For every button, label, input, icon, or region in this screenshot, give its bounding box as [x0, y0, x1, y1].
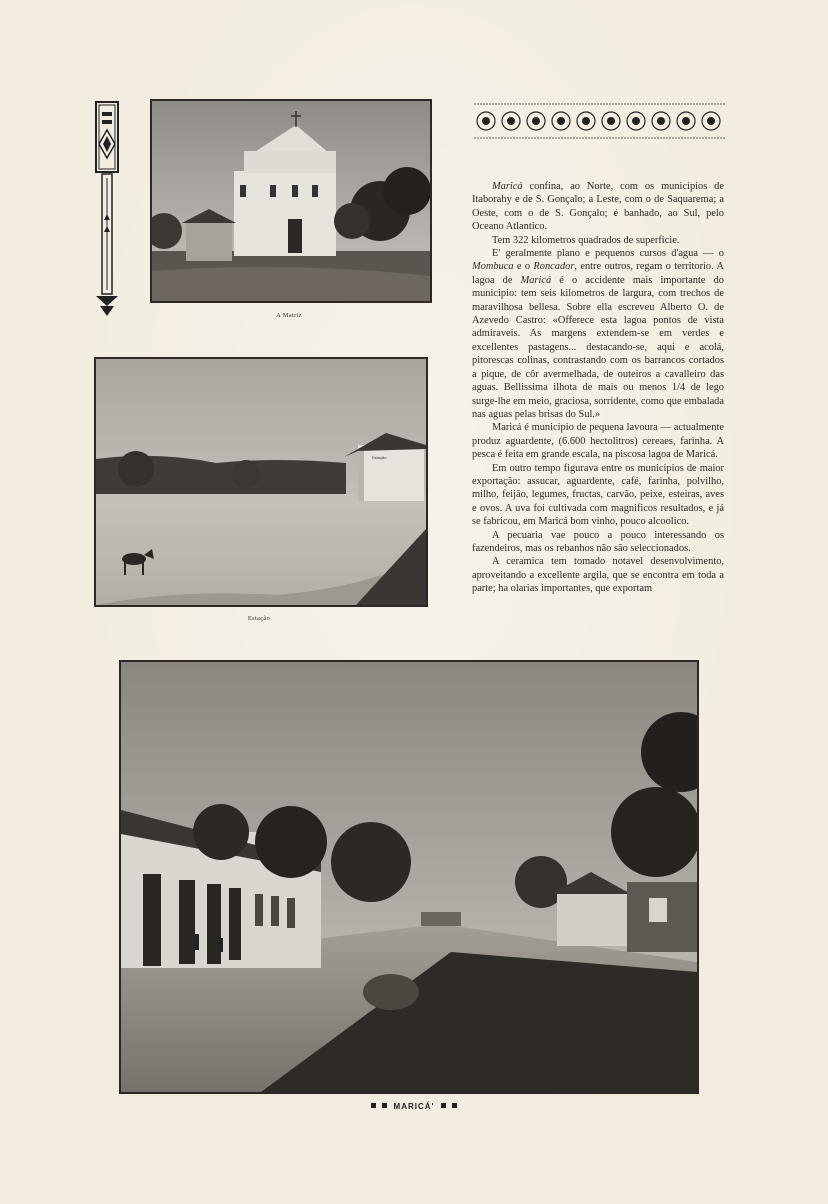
paragraph-text: Em outro tempo figurava entre os municipios de maior exportação: assucar, aguardente, café, farinha, polvilho, milho, feijão, legumes, fructas, carvão, peixe, esteiras, aves e ovos. A uva foi cultivada com magnificos resultados, e já se fabricou, em Maricá bom vinho, pouco alcoolico. [472, 462, 724, 528]
station-sign: Estação [372, 455, 387, 460]
footer-caption-text: MARICÁ' [393, 1102, 435, 1111]
vertical-ornament [94, 100, 120, 320]
paragraph-text: , entre outros, regam o territorio. A lagoa de [472, 261, 724, 286]
article-paragraph [472, 180, 724, 234]
italic-term: Mombuca [472, 261, 514, 273]
paragraph-text: E' geralmente plano e pequenos cursos d'agua — o [492, 248, 724, 260]
square-bullet-icon [382, 1103, 387, 1108]
article-paragraph [472, 555, 724, 595]
italic-term: Maricá [520, 274, 552, 286]
photo-estacao [94, 357, 428, 607]
caption-matriz: A Matriz [276, 312, 302, 319]
photo-matriz [150, 99, 432, 303]
article-paragraph [472, 247, 724, 421]
paragraph-text: e o [513, 261, 534, 273]
paragraph-text: Maricá é municipio de pequena lavoura — actualmente produz aguardente, (6.600 hectolitros) cereaes, farinha. A pesca é feita em grande escala, na piscosa lagoa de Maricá. [472, 422, 724, 461]
caption-estacao: Estação [247, 615, 271, 622]
square-bullet-icon [441, 1103, 446, 1108]
paragraph-text: é o accidente mais importante do municipio: tem seis kilometros de largura, com trechos de maravilhosa bellesa. Sobre ella escreveu Alberto O. de Azevedo Castro: «Offerece esta lagoa pontos de vista admiraveis. As margens extendem-se em verdes e excellentes pastagens... destacando-se, aqui e acolá, pitorescas colinas, contrastando com os barrancos cortados a pique, de côr avermelhada, de outeiros a cavalleiro das aguas. Bellissima ilhota de mais ou menos 1/4 de lego surge-lhe em meio, graciosa, sorridente, como que embalada nas aguas pelas brisas do Sul.» [472, 274, 724, 420]
square-bullet-icon [452, 1103, 457, 1108]
article-text [472, 180, 724, 596]
article-paragraph [472, 529, 724, 556]
paragraph-text: A ceramica tem tomado notavel desenvolvimento, aproveitando a excellente argila, que se encontra em toda a parte; ha olarias importantes, que exportam [472, 556, 724, 595]
floral-border-ornament [474, 102, 726, 140]
paragraph-text: confina, ao Norte, com os municipios de Itaborahy e de S. Gonçalo; a Leste, com o de Saquarema; a Oeste, com o de S. Gonçalo; é banhado, ao Sul, pelo Oceano Atlantico. [472, 181, 724, 233]
paragraph-text: Tem 322 kilometros quadrados de superficie. [492, 234, 680, 246]
article-paragraph [472, 421, 724, 461]
italic-term: Maricá [492, 181, 523, 192]
footer-caption-marica [0, 1102, 828, 1111]
square-bullet-icon [371, 1103, 376, 1108]
italic-term: Roncador [533, 261, 575, 273]
photo-marica-street [119, 660, 699, 1094]
paragraph-text: A pecuaria vae pouco a pouco interessando os fazendeiros, mas os rebanhos não são seleccionados. [472, 529, 724, 554]
article-paragraph [472, 462, 724, 529]
article-paragraph [472, 234, 724, 247]
